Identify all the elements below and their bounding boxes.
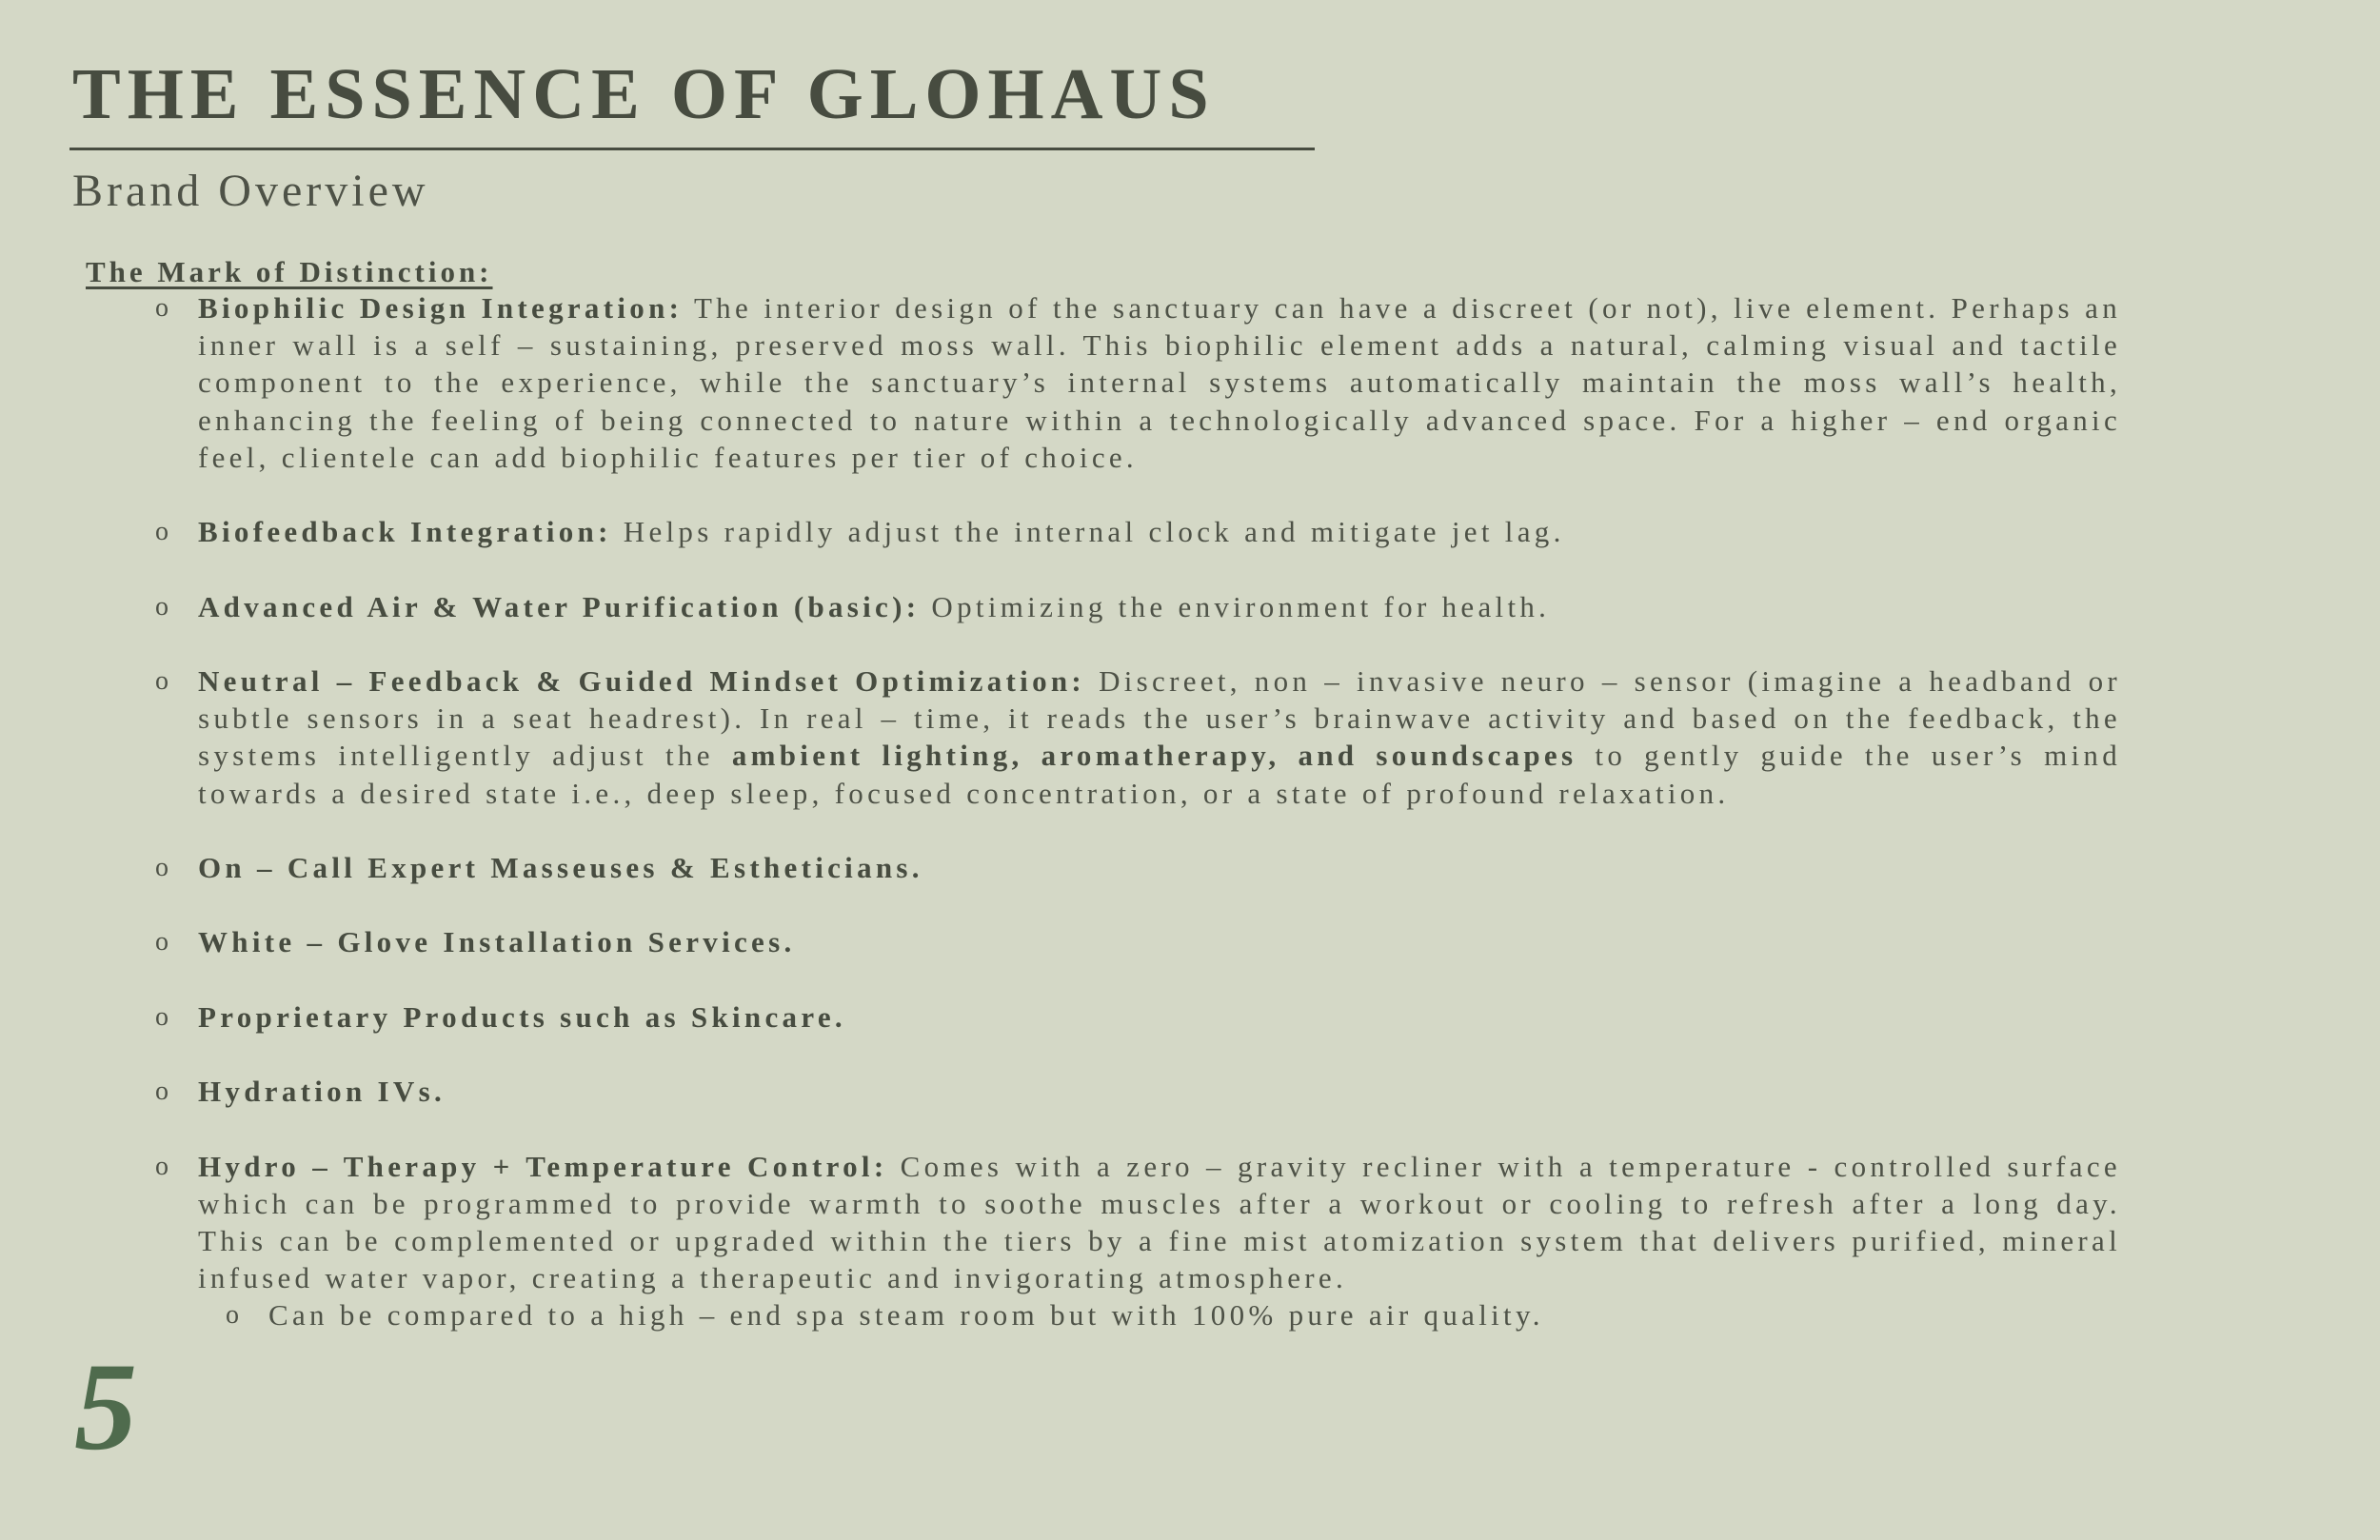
item-description: Comes with a zero – gravity recliner with a temperature - controlled surface which can be programmed to provide warmth to soothe muscles after a workout or cooling to refresh after a long day. This can be complemented or upgraded within the tiers by a fine mist atomization system that delivers purified, mineral infused water vapor, creating a therapeutic and invigorating atmosphere. [198, 1149, 2121, 1295]
list-item-mindset-optimization [155, 662, 2122, 812]
bullet-icon: o [155, 293, 169, 323]
page-title: THE ESSENCE OF GLOHAUS [72, 54, 1216, 134]
sub-list-item [226, 1296, 2121, 1333]
item-label: Biofeedback Integration: [198, 515, 612, 549]
list-item-biophilic-design [155, 289, 2121, 476]
item-label: Hydro – Therapy + Temperature Control: [198, 1149, 888, 1183]
page-number: 5 [74, 1336, 137, 1476]
list-item-hydro-therapy [155, 1148, 2121, 1334]
bullet-icon: o [155, 517, 169, 547]
item-emphasis: ambient lighting, aromatherapy, and soundscapes [731, 739, 1577, 773]
list-item-masseuses [155, 849, 2121, 886]
item-label: Advanced Air & Water Purification (basic): [198, 589, 921, 623]
item-description: Optimizing the environment for health. [920, 589, 1551, 623]
item-description: Discreet, non – invasive neuro – sensor (imagine a headband or subtle sensors in a seat headrest). In real – time, it reads the user’s brainwave activity and based on the feedback, the systems intelligently adjust the [198, 663, 2122, 773]
bullet-icon: o [155, 665, 169, 696]
item-label: Proprietary Products such as Skincare. [198, 999, 846, 1034]
list-item-biofeedback [155, 513, 2121, 550]
feature-list [155, 289, 2122, 1372]
list-item-installation [155, 923, 2121, 960]
item-label: Neutral – Feedback & Guided Mindset Optimization: [198, 663, 1086, 698]
bullet-icon: o [155, 1076, 169, 1107]
list-item-hydration-ivs [155, 1073, 2121, 1110]
bullet-icon: o [226, 1300, 239, 1331]
item-description: Helps rapidly adjust the internal clock and mitigate jet lag. [611, 515, 1565, 549]
item-label: On – Call Expert Masseuses & Estheticians. [198, 850, 923, 884]
bullet-icon: o [155, 1151, 169, 1181]
page-subtitle: Brand Overview [72, 166, 429, 216]
item-label: White – Glove Installation Services. [198, 925, 796, 959]
item-description-continued: to gently guide the user’s mind towards a desired state i.e., deep sleep, focused concentration, or a state of profound relaxation. [198, 739, 2121, 810]
title-underline-rule [69, 148, 1315, 150]
list-item-air-water-purification [155, 588, 2121, 625]
sub-item-text: Can be compared to a high – end spa steam room but with 100% pure air quality. [268, 1298, 1544, 1333]
bullet-icon: o [155, 1001, 169, 1032]
bullet-icon: o [155, 852, 169, 882]
item-label: Biophilic Design Integration: [198, 291, 684, 325]
item-label: Hydration IVs. [198, 1075, 446, 1109]
bullet-icon: o [155, 927, 169, 958]
bullet-icon: o [155, 591, 169, 622]
item-description: The interior design of the sanctuary can have a discreet (or not), live element. Perhaps an inner wall is a self – sustaining, preserved moss wall. This biophilic element adds a natural, calming visual and tactile component to the experience, while the sanctuary’s internal systems automatically maintain the moss wall’s health, enhancing the feeling of being connected to nature within a technologically advanced space. For a higher – end organic feel, clientele can add biophilic features per tier of choice. [198, 291, 2121, 474]
section-heading: The Mark of Distinction: [86, 255, 493, 288]
sub-list [226, 1296, 2121, 1333]
list-item-proprietary-products [155, 998, 2121, 1036]
